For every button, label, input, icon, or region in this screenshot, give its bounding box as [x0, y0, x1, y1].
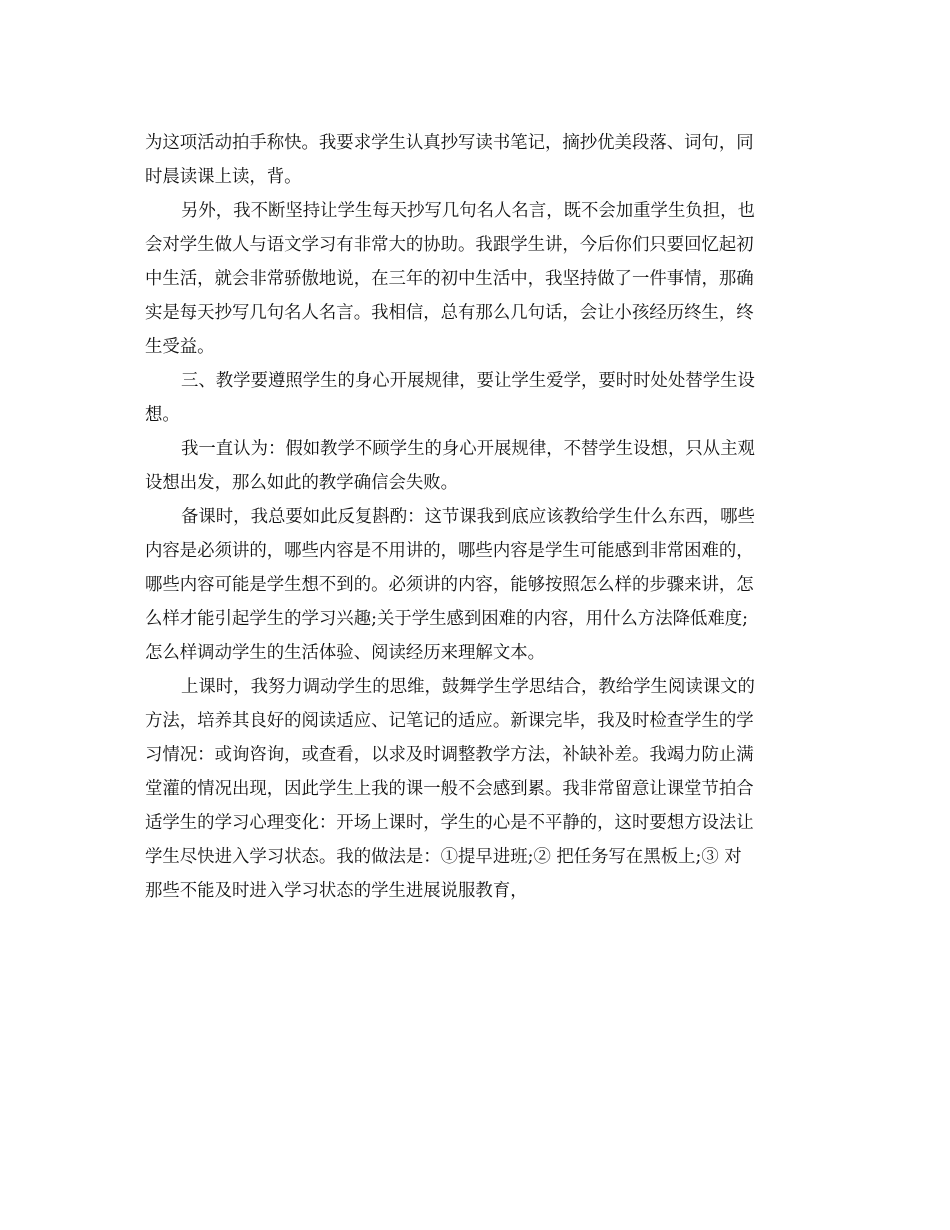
text-line: 想。	[145, 405, 180, 425]
text-line: 堂灌的情况出现，因此学生上我的课一般不会感到累。我非常留意让课堂节拍合	[145, 779, 754, 799]
text-line: 实是每天抄写几句名人名言。我相信，总有那么几句话，会让小孩经历终生，终	[145, 303, 754, 323]
text-line: 方法，培养其良好的阅读适应、记笔记的适应。新课完毕，我及时检查学生的学	[145, 711, 754, 731]
paragraph-first-line: 我一直认为：假如教学不顾学生的身心开展规律，不替学生设想，只从主观	[181, 439, 755, 459]
text-line: 会对学生做人与语文学习有非常大的协助。我跟学生讲，今后你们只要回忆起初	[145, 235, 754, 255]
text-line: 学生尽快进入学习状态。我的做法是：①提早进班;② 把任务写在黑板上;③ 对	[145, 847, 742, 867]
paragraph-first-line: 上课时，我努力调动学生的思维，鼓舞学生学思结合，教给学生阅读课文的	[181, 677, 755, 697]
text-line: 怎么样调动学生的生活体验、阅读经历来理解文本。	[145, 643, 545, 663]
paragraph-first-line: 备课时，我总要如此反复斟酌：这节课我到底应该教给学生什么东西，哪些	[181, 507, 755, 527]
text-line: 那些不能及时进入学习状态的学生进展说服教育，	[145, 881, 528, 901]
text-line: 习情况：或询咨询，或查看，以求及时调整教学方法，补缺补差。我竭力防止满	[145, 745, 754, 765]
text-line: 设想出发，那么如此的教学确信会失败。	[145, 473, 459, 493]
body-text	[145, 126, 805, 908]
text-line: 生受益。	[145, 337, 215, 357]
text-line: 么样才能引起学生的学习兴趣;关于学生感到困难的内容，用什么方法降低难度;	[145, 609, 749, 629]
text-line: 哪些内容可能是学生想不到的。必须讲的内容，能够按照怎么样的步骤来讲，怎	[145, 575, 754, 595]
paragraph-first-line: 另外，我不断坚持让学生每天抄写几句名人名言，既不会加重学生负担，也	[181, 201, 755, 221]
text-line: 时晨读课上读，背。	[145, 167, 302, 187]
section-heading: 三、教学要遵照学生的身心开展规律，要让学生爱学，要时时处处替学生设	[181, 371, 755, 391]
text-line: 内容是必须讲的，哪些内容是不用讲的，哪些内容是学生可能感到非常困难的，	[145, 541, 754, 561]
text-line: 为这项活动拍手称快。我要求学生认真抄写读书笔记，摘抄优美段落、词句，同	[145, 133, 754, 153]
text-line: 适学生的学习心理变化：开场上课时，学生的心是不平静的，这时要想方设法让	[145, 813, 754, 833]
text-line: 中生活，就会非常骄傲地说，在三年的初中生活中，我坚持做了一件事情，那确	[145, 269, 754, 289]
